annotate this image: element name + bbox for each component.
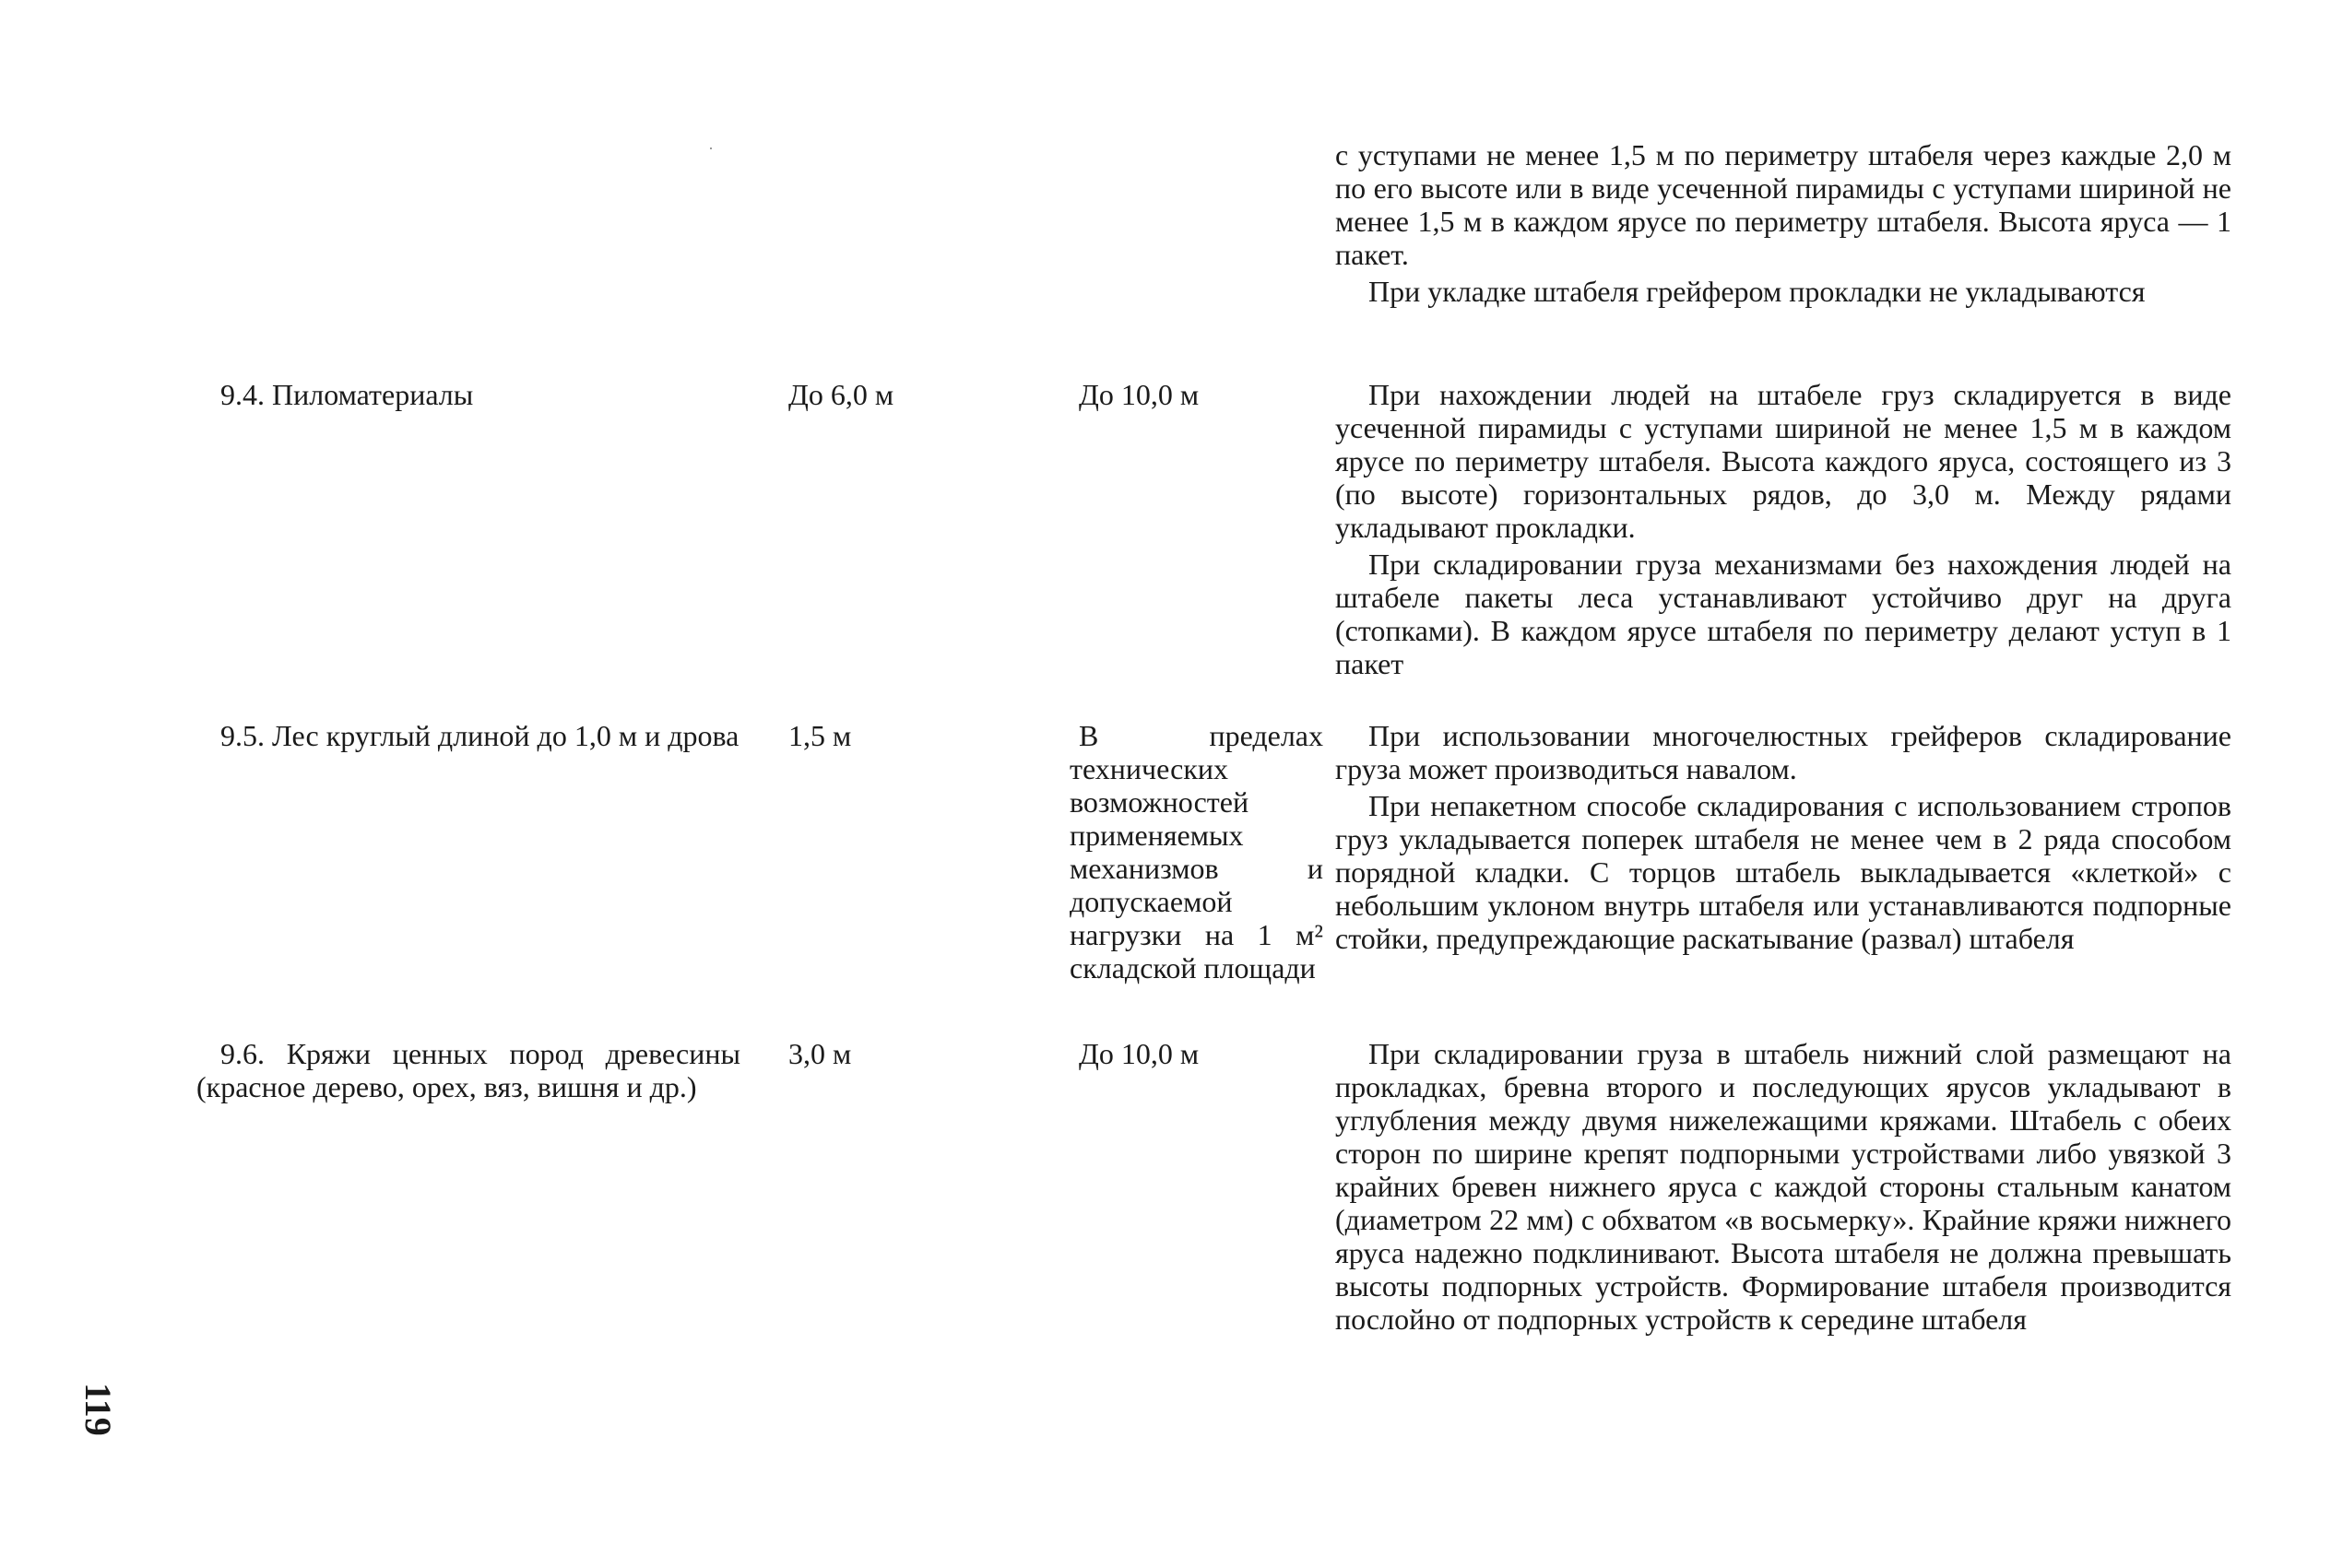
row-9-4-notes <box>1335 378 2231 684</box>
scan-speck <box>710 147 712 149</box>
continuation-note-2: При укладке штабеля грейфером прокладки не укладываются <box>1368 275 2146 308</box>
row-9-6-notes <box>1335 1037 2231 1339</box>
note: При складировании груза в штабель нижний слой размещают на прокладках, бревна второго и последующих ярусов укладывают в углубления между двумя нижележащими кряжами. Штабель с обеих сторон по ширине крепят подпорными устройствами либо увязкой 3 крайних бревен нижнего яруса с каждой стороны стальным канатом (диаметром 22 мм) с обхватом «в восьмерку». Крайние кряжи нижнего яруса надежно подклинивают. Высота штабеля не должна превышать высоты подпорных устройств. Формирование штабеля производится послойно от подпорных устройств к середине штабеля <box>1335 1037 2231 1336</box>
note: При непакетном способе складирования с использованием стропов груз укладывается поперек штабеля не менее чем в 2 ряда способом порядной кладки. С торцов штабель выкладывается «клеткой» с небольшим уклоном внутрь штабеля или устанавливаются подпорные стойки, предупреждающие раскатывание (развал) штабеля <box>1335 789 2231 955</box>
row-9-4-item <box>196 378 740 411</box>
row-9-6-height-manual: 3,0 м <box>788 1037 852 1070</box>
note: При складировании груза механизмами без нахождения людей на штабеле пакеты леса устанавливают устойчиво друг на друга (стопками). В каждом ярусе штабеля по периметру делают уступ в 1 пакет <box>1335 548 2231 680</box>
row-9-6-height-mech <box>1070 1037 1323 1070</box>
continuation-note-1: с уступами не менее 1,5 м по периметру штабеля через каждые 2,0 м по его высоте или в виде усеченной пирамиды с уступами шириной не менее 1,5 м в каждом ярусе по периметру штабеля. Высота яруса — 1 пакет. <box>1335 138 2231 271</box>
note: При нахождении людей на штабеле груз складируется в виде усеченной пирамиды с уступами шириной не менее 1,5 м в каждом ярусе по периметру штабеля. Высота каждого яруса, состоящего из 3 (по высоте) горизонтальных рядов, до 3,0 м. Между рядами укладывают прокладки. <box>1335 378 2231 544</box>
note: При использовании многочелюстных грейферов складирование груза может производиться навалом. <box>1335 719 2231 785</box>
height-mech-value: В пределах технических возможностей применяемых механизмов и допускаемой нагрузки на 1 м² складской площади <box>1070 719 1323 984</box>
row-9-4-height-manual: До 6,0 м <box>788 378 894 411</box>
height-mech-value: До 10,0 м <box>1079 1037 1200 1070</box>
row-9-5-height-mech <box>1070 719 1323 984</box>
height-mech-value: До 10,0 м <box>1079 378 1200 411</box>
row-9-4-height-mech <box>1070 378 1323 411</box>
item-name: 9.5. Лес круглый длиной до 1,0 м и дрова <box>220 719 740 752</box>
row-9-5-notes <box>1335 719 2231 959</box>
row-9-6-item <box>196 1037 740 1103</box>
item-name: 9.6. Кряжи ценных пород древесины (красное дерево, орех, вяз, вишня и др.) <box>196 1037 740 1103</box>
continuation-notes <box>1335 138 2231 312</box>
page-number: 119 <box>77 1383 119 1436</box>
row-9-5-height-manual: 1,5 м <box>788 719 852 752</box>
row-9-5-item <box>196 719 740 752</box>
item-name: 9.4. Пиломатериалы <box>220 378 474 411</box>
